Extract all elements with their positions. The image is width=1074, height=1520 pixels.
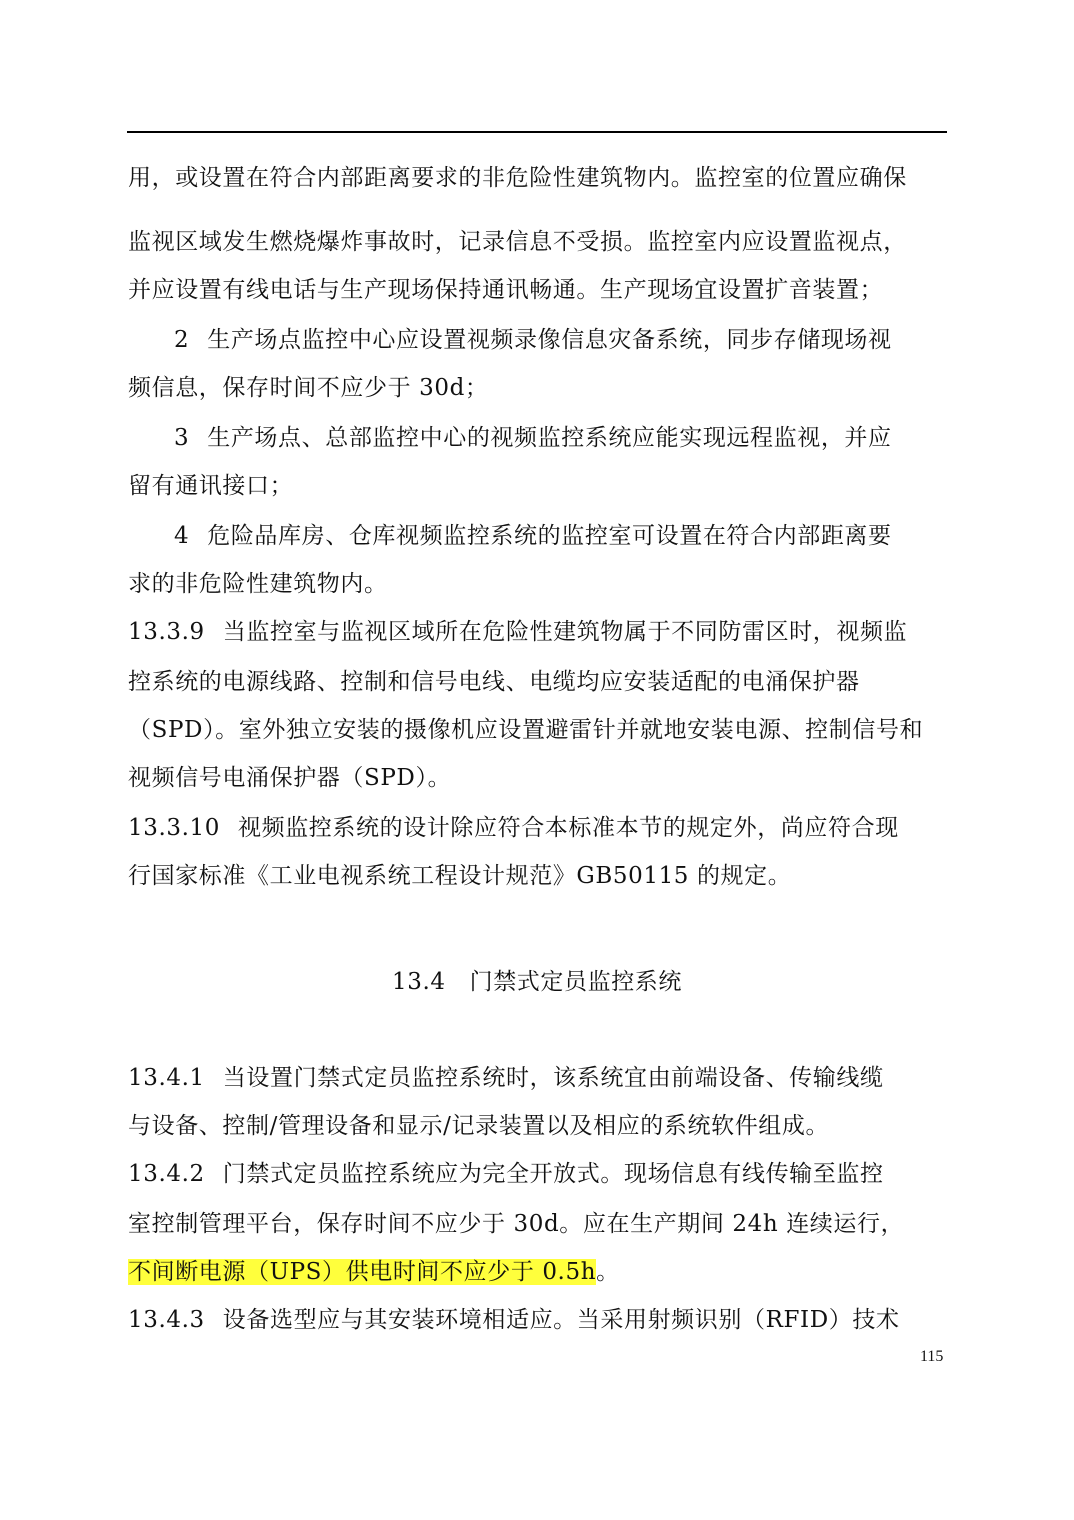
text-line: 求的非危险性建筑物内。 — [128, 571, 388, 597]
clause-number: 13.4.1 — [128, 1065, 205, 1091]
text-line: 与设备、控制/管理设备和显示/记录装置以及相应的系统软件组成。 — [128, 1113, 830, 1139]
text-line: 频信息，保存时间不应少于 30d； — [128, 375, 489, 401]
text-line: 用，或设置在符合内部距离要求的非危险性建筑物内。监控室的位置应确保 — [128, 165, 907, 191]
item-number: 2 — [174, 327, 190, 353]
clause-number: 13.3.10 — [128, 815, 220, 841]
page-number: 115 — [920, 1348, 944, 1365]
item-number: 3 — [174, 425, 190, 451]
section-heading — [0, 964, 1074, 1000]
section-title: 门禁式定员监控系统 — [469, 969, 683, 995]
text-line: 控系统的电源线路、控制和信号电线、电缆均应安装适配的电涌保护器 — [128, 669, 860, 695]
text-line: 室控制管理平台，保存时间不应少于 30d。应在生产期间 24h 连续运行， — [128, 1211, 905, 1237]
clause-13-3-10: 13.3.10 视频监控系统的设计除应符合本标准本节的规定外，尚应符合现 — [128, 810, 948, 846]
text-line: （SPD）。室外独立安装的摄像机应设置避雷针并就地安装电源、控制信号和 — [128, 717, 924, 743]
clause-13-4-3: 13.4.3 设备选型应与其安装环境相适应。当采用射频识别（RFID）技术 — [128, 1302, 948, 1338]
highlighted-text: 不间断电源（UPS）供电时间不应少于 0.5h — [128, 1259, 597, 1285]
section-number: 13.4 — [391, 969, 446, 995]
list-item-3: 3 生产场点、总部监控中心的视频监控系统应能实现远程监视，并应 — [174, 420, 948, 456]
list-item-2: 2 生产场点监控中心应设置视频录像信息灾备系统，同步存储现场视 — [174, 322, 948, 358]
clause-number: 13.4.2 — [128, 1161, 205, 1187]
clause-13-4-1: 13.4.1 当设置门禁式定员监控系统时，该系统宜由前端设备、传输线缆 — [128, 1060, 948, 1096]
text-line: 行国家标准《工业电视系统工程设计规范》GB50115 的规定。 — [128, 863, 792, 889]
header-rule — [127, 131, 947, 133]
item-number: 4 — [174, 523, 190, 549]
clause-13-4-2: 13.4.2 门禁式定员监控系统应为完全开放式。现场信息有线传输至监控 — [128, 1156, 948, 1192]
clause-number: 13.4.3 — [128, 1307, 205, 1333]
list-item-4: 4 危险品库房、仓库视频监控系统的监控室可设置在符合内部距离要 — [174, 518, 948, 554]
clause-number: 13.3.9 — [128, 619, 205, 645]
text-line: 监视区域发生燃烧爆炸事故时，记录信息不受损。监控室内应设置监视点， — [128, 229, 907, 255]
text-line: 视频信号电涌保护器（SPD）。 — [128, 765, 452, 791]
text-line: 不间断电源（UPS）供电时间不应少于 0.5h。 — [128, 1259, 620, 1285]
text-line: 并应设置有线电话与生产现场保持通讯畅通。生产现场宜设置扩音装置； — [128, 277, 884, 303]
clause-13-3-9: 13.3.9 当监控室与监视区域所在危险性建筑物属于不同防雷区时，视频监 — [128, 614, 948, 650]
text-line: 留有通讯接口； — [128, 473, 294, 499]
